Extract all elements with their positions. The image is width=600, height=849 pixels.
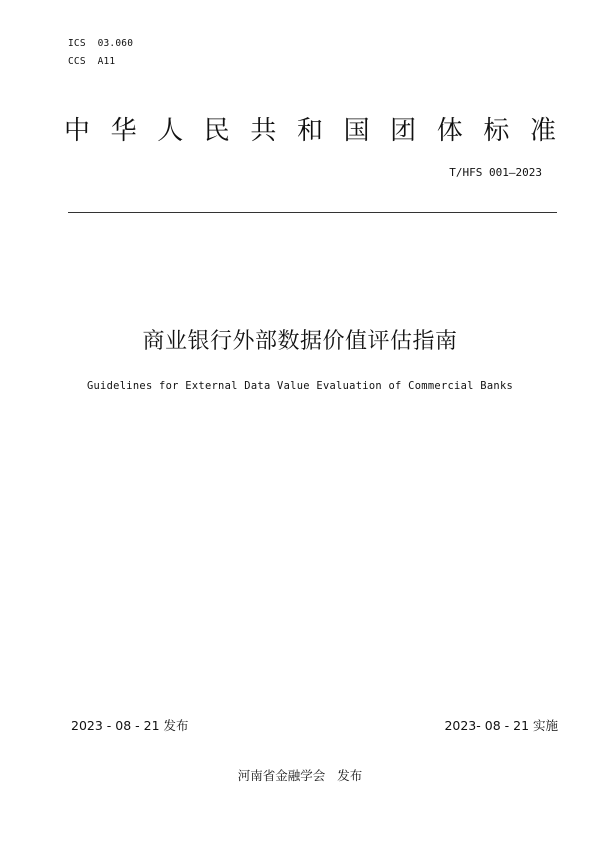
org-title-char: 团 xyxy=(390,116,417,146)
org-title-char: 国 xyxy=(343,116,370,146)
ics-code: ICS 03.060 xyxy=(68,38,134,49)
implementation-date: 2023- 08 - 21 实施 xyxy=(444,718,558,733)
org-title-char: 人 xyxy=(157,116,184,146)
organization-title xyxy=(64,113,556,149)
document-title-english: Guidelines for External Data Value Evaluation of Commercial Banks xyxy=(86,380,514,392)
org-title-char: 和 xyxy=(296,116,323,146)
org-title-char: 华 xyxy=(110,116,137,146)
publisher: 河南省金融学会 发布 xyxy=(237,768,363,783)
org-title-char: 准 xyxy=(529,116,556,146)
org-title-char: 中 xyxy=(64,116,91,146)
org-title-char: 民 xyxy=(203,116,230,146)
document-title-chinese: 商业银行外部数据价值评估指南 xyxy=(142,329,458,354)
org-title-char: 标 xyxy=(483,116,510,146)
org-title-char: 共 xyxy=(250,116,277,146)
issue-date: 2023 - 08 - 21 发布 xyxy=(71,718,189,733)
header-divider xyxy=(68,212,557,213)
org-title-char: 体 xyxy=(436,116,463,146)
standard-code: T/HFS 001—2023 xyxy=(449,166,542,179)
ccs-code: CCS A11 xyxy=(68,56,116,67)
